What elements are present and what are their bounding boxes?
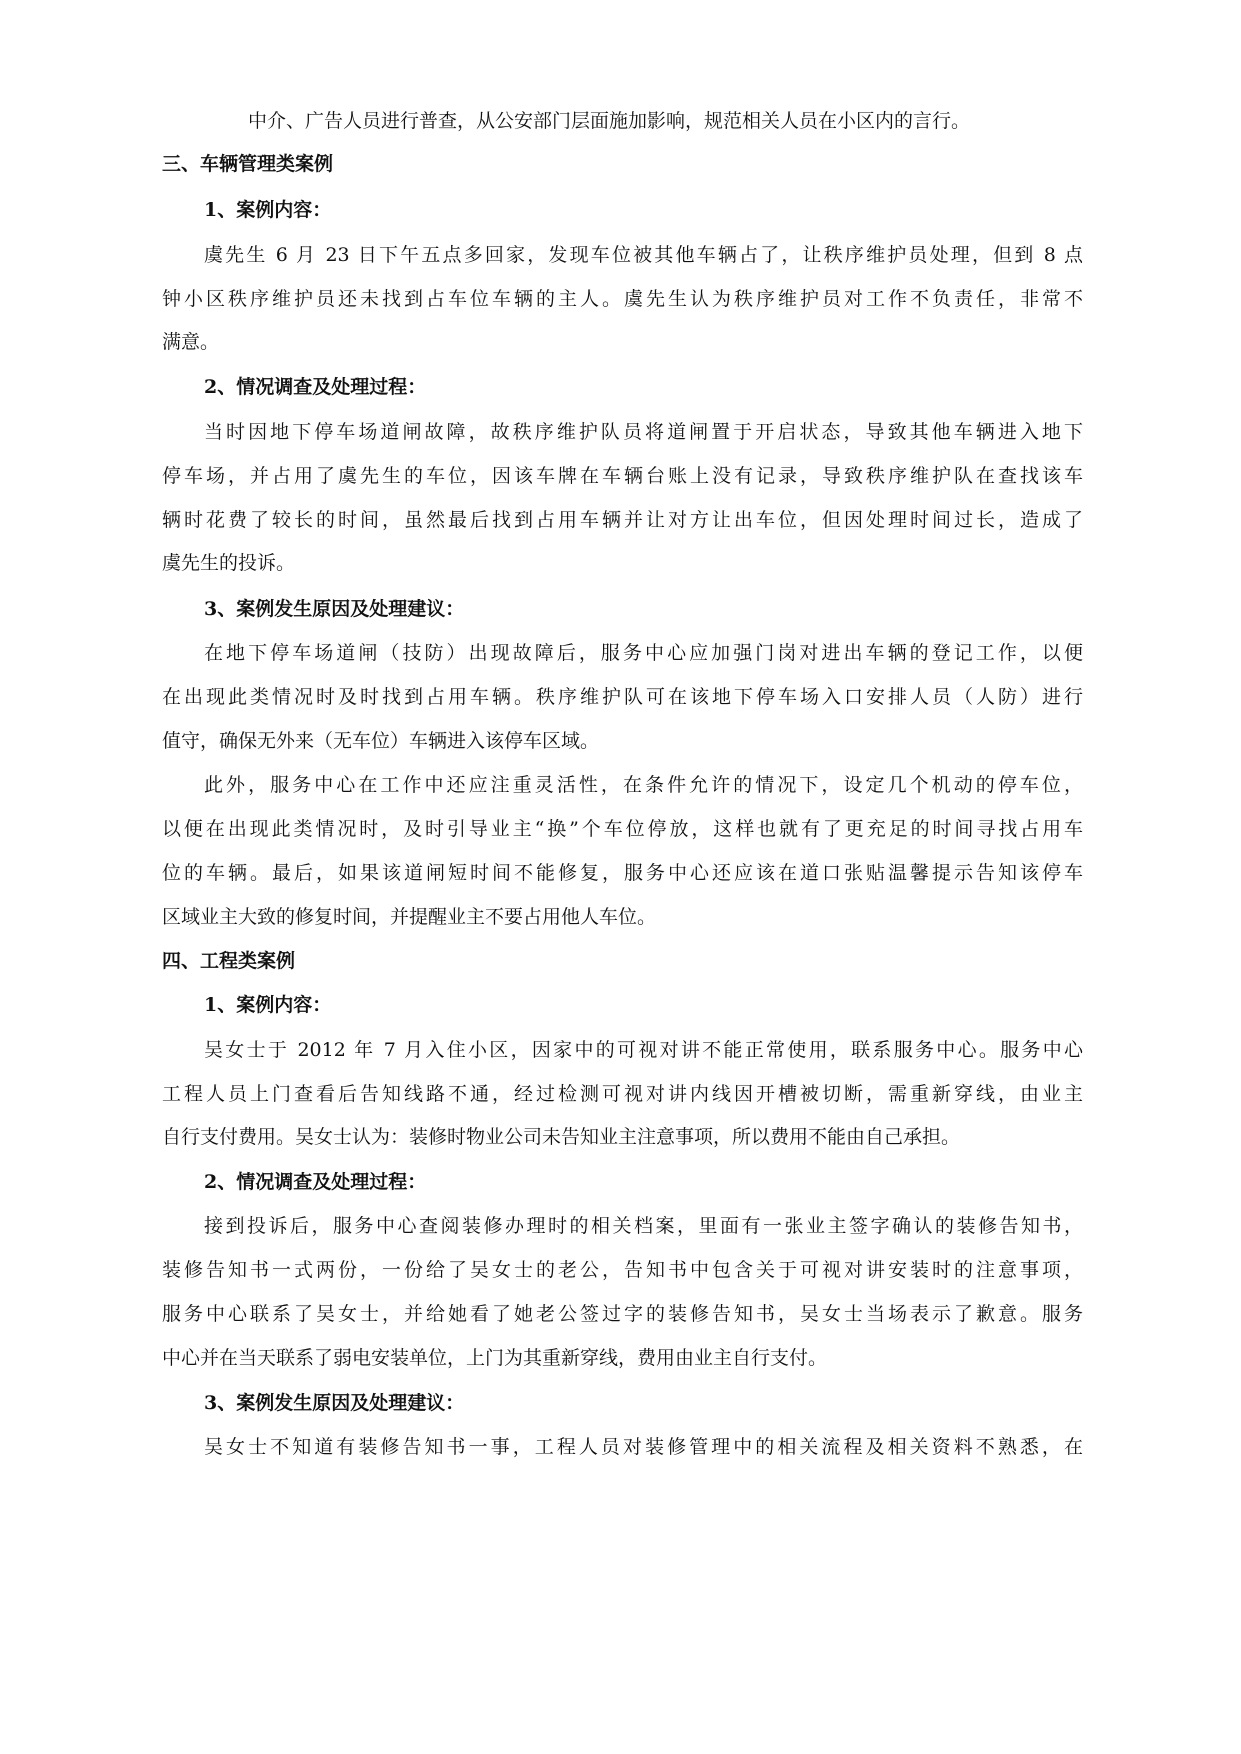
paragraph-line: 停车场，并占用了虞先生的车位，因该车牌在车辆台账上没有记录，导致秩序维护队在查找该车 (162, 465, 1083, 487)
paragraph-line: 装修告知书一式两份，一份给了吴女士的老公，告知书中包含关于可视对讲安装时的注意事项， (162, 1259, 1083, 1281)
paragraph-line: 当时因地下停车场道闸故障，故秩序维护队员将道闸置于开启状态，导致其他车辆进入地下 (204, 421, 1083, 443)
paragraph-line: 中介、广告人员进行普查，从公安部门层面施加影响，规范相关人员在小区内的言行。 (248, 110, 971, 132)
subsection-heading: 2、情况调查及处理过程： (204, 376, 427, 398)
paragraph-line: 工程人员上门查看后告知线路不通，经过检测可视对讲内线因开槽被切断，需重新穿线，由业主 (162, 1083, 1083, 1105)
paragraph-line: 自行支付费用。吴女士认为：装修时物业公司未告知业主注意事项，所以费用不能由自己承担。 (162, 1126, 961, 1148)
paragraph-line: 满意。 (162, 331, 220, 353)
subsection-heading: 3、案例发生原因及处理建议： (204, 598, 465, 620)
paragraph-line: 值守，确保无外来（无车位）车辆进入该停车区域。 (162, 730, 600, 752)
paragraph-line: 辆时花费了较长的时间，虽然最后找到占用车辆并让对方让出车位，但因处理时间过长，造成了 (162, 509, 1083, 531)
paragraph-line: 中心并在当天联系了弱电安装单位，上门为其重新穿线，费用由业主自行支付。 (162, 1347, 828, 1369)
section-heading: 四、工程类案例 (162, 950, 296, 972)
paragraph-line: 接到投诉后，服务中心查阅装修办理时的相关档案，里面有一张业主签字确认的装修告知书， (204, 1215, 1083, 1237)
paragraph-line: 钟小区秩序维护员还未找到占车位车辆的主人。虞先生认为秩序维护员对工作不负责任，非常不 (162, 288, 1083, 310)
paragraph-line: 区域业主大致的修复时间，并提醒业主不要占用他人车位。 (162, 906, 657, 928)
paragraph-line: 虞先生 6 月 23 日下午五点多回家，发现车位被其他车辆占了，让秩序维护员处理，但到 8 点 (204, 244, 1083, 266)
subsection-heading: 1、案例内容： (204, 199, 332, 221)
paragraph-line: 位的车辆。最后，如果该道闸短时间不能修复，服务中心还应该在道口张贴温馨提示告知该停车 (162, 862, 1083, 884)
paragraph-line: 在出现此类情况时及时找到占用车辆。秩序维护队可在该地下停车场入口安排人员（人防）进行 (162, 686, 1083, 708)
paragraph-line: 虞先生的投诉。 (162, 552, 296, 574)
paragraph-line: 吴女士于 2012 年 7 月入住小区，因家中的可视对讲不能正常使用，联系服务中心。服务中心 (204, 1039, 1083, 1061)
subsection-heading: 3、案例发生原因及处理建议： (204, 1392, 465, 1414)
subsection-heading: 1、案例内容： (204, 994, 332, 1016)
paragraph-line: 吴女士不知道有装修告知书一事，工程人员对装修管理中的相关流程及相关资料不熟悉，在 (204, 1436, 1083, 1458)
subsection-heading: 2、情况调查及处理过程： (204, 1171, 427, 1193)
paragraph-line: 此外，服务中心在工作中还应注重灵活性，在条件允许的情况下，设定几个机动的停车位， (204, 774, 1083, 796)
paragraph-line: 服务中心联系了吴女士，并给她看了她老公签过字的装修告知书，吴女士当场表示了歉意。服务 (162, 1303, 1083, 1325)
section-heading: 三、车辆管理类案例 (162, 153, 334, 175)
paragraph-line: 以便在出现此类情况时，及时引导业主“换”个车位停放，这样也就有了更充足的时间寻找占用车 (162, 818, 1083, 840)
paragraph-line: 在地下停车场道闸（技防）出现故障后，服务中心应加强门岗对进出车辆的登记工作，以便 (204, 642, 1083, 664)
